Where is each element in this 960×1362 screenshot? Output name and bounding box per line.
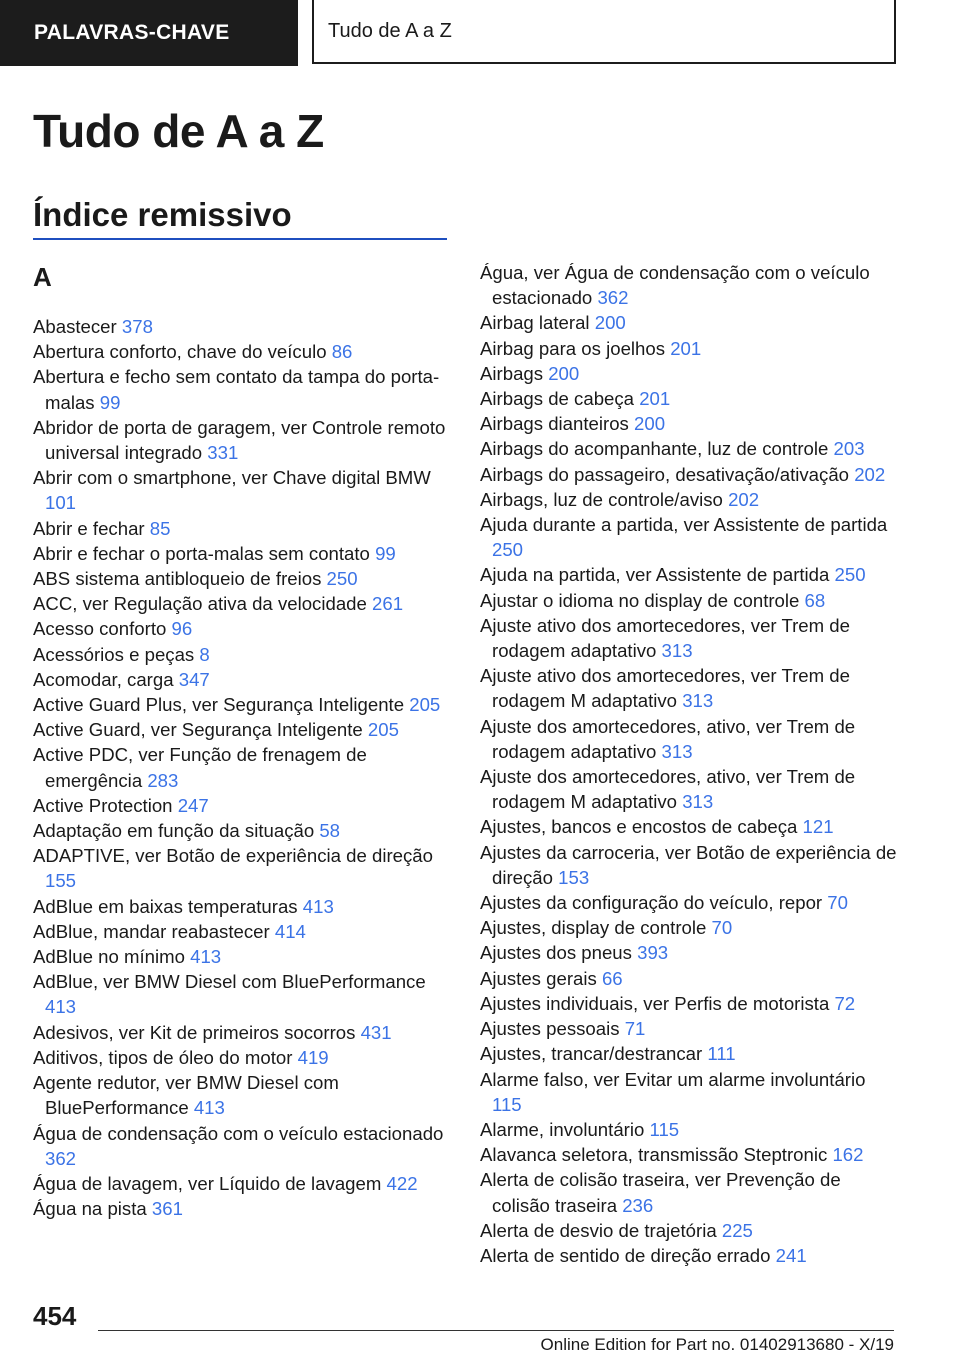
- entry-page-link[interactable]: 153: [558, 866, 590, 888]
- entry-term: Água de lavagem, ver Líquido de lavagem: [33, 1172, 382, 1194]
- index-entry: [480, 991, 900, 1016]
- topic-tab[interactable]: Tudo de A a Z: [312, 0, 896, 64]
- entry-page-link[interactable]: 250: [326, 568, 358, 590]
- entry-page-link[interactable]: 201: [639, 388, 671, 410]
- entry-term: Ajustes, display de controle: [480, 917, 707, 939]
- entry-term: Ajuste dos amortecedores, ativo, ver Trem de rodagem adaptativo: [480, 715, 856, 762]
- entry-page-link[interactable]: 413: [193, 1097, 225, 1119]
- entry-page-link[interactable]: 200: [548, 362, 580, 384]
- index-entry: [480, 714, 900, 764]
- index-entry: [480, 613, 900, 663]
- header-bar: [0, 0, 960, 66]
- index-entry: [480, 336, 900, 361]
- entry-term: Alarme, involuntário: [480, 1118, 645, 1140]
- entry-page-link[interactable]: 205: [409, 694, 441, 716]
- entry-page-link[interactable]: 362: [45, 1147, 77, 1169]
- index-entry: [33, 516, 449, 541]
- entry-page-link[interactable]: 66: [601, 967, 623, 989]
- entry-term: Airbag para os joelhos: [480, 337, 666, 359]
- entry-term: Aditivos, tipos de óleo do motor: [33, 1046, 293, 1068]
- entry-term: ABS sistema antibloqueio de freios: [33, 568, 322, 590]
- entry-term: Ajustes dos pneus: [480, 942, 632, 964]
- index-entry: [33, 1171, 449, 1196]
- entry-page-link[interactable]: 414: [274, 920, 306, 942]
- index-entry: [480, 814, 900, 839]
- entry-term: Ajuda na partida, ver Assistente de partida: [480, 564, 830, 586]
- index-entry: [480, 386, 900, 411]
- index-entry: [33, 591, 449, 616]
- index-entry: [480, 462, 900, 487]
- page-title: Tudo de A a Z: [33, 105, 324, 157]
- entry-page-link[interactable]: 202: [728, 488, 760, 510]
- index-entry: [480, 966, 900, 991]
- index-entry: [33, 843, 449, 893]
- entry-page-link[interactable]: 313: [682, 690, 714, 712]
- entry-term: Airbags dianteiros: [480, 413, 629, 435]
- entry-page-link[interactable]: 202: [854, 463, 886, 485]
- section-tab[interactable]: PALAVRAS-CHAVE: [0, 0, 298, 66]
- entry-page-link[interactable]: 261: [372, 593, 404, 615]
- index-entry: [480, 1142, 900, 1167]
- entry-page-link[interactable]: 431: [360, 1021, 392, 1043]
- index-entry: [33, 1020, 449, 1045]
- index-entry: [480, 562, 900, 587]
- entry-term: Alerta de colisão traseira, ver Prevenção de colisão traseira: [480, 1169, 841, 1216]
- entry-term: ACC, ver Regulação ativa da velocidade: [33, 593, 367, 615]
- entry-page-link[interactable]: 99: [375, 542, 396, 564]
- entry-page-link[interactable]: 111: [707, 1043, 736, 1065]
- entry-page-link[interactable]: 8: [199, 643, 210, 665]
- entry-page-link[interactable]: 203: [833, 438, 865, 460]
- index-entry: [33, 314, 449, 339]
- index-entry: [33, 364, 449, 414]
- index-entry: [480, 1218, 900, 1243]
- entry-page-link[interactable]: 70: [711, 917, 733, 939]
- entry-page-link[interactable]: 162: [832, 1144, 864, 1166]
- index-entry: [33, 1121, 449, 1171]
- index-entry: [33, 616, 449, 641]
- entry-page-link[interactable]: 393: [637, 942, 669, 964]
- entry-term: Abrir com o smartphone, ver Chave digital BMW: [33, 467, 431, 489]
- index-entry: [480, 940, 900, 965]
- section-divider: [33, 238, 447, 240]
- entry-page-link[interactable]: 99: [99, 391, 121, 413]
- entry-term: Agente redutor, ver BMW Diesel com BluePerformance: [33, 1072, 339, 1119]
- entry-term: Ajuste dos amortecedores, ativo, ver Trem de rodagem M adaptativo: [480, 766, 856, 813]
- entry-term: Água, ver Água de condensação com o veículo estacionado: [480, 262, 870, 309]
- index-entry: [33, 667, 449, 692]
- entry-page-link[interactable]: 121: [802, 816, 834, 838]
- entry-term: Active Guard, ver Segurança Inteligente: [33, 719, 363, 741]
- entry-term: Adesivos, ver Kit de primeiros socorros: [33, 1021, 356, 1043]
- entry-page-link[interactable]: 101: [45, 492, 77, 514]
- index-entry: [33, 1070, 449, 1120]
- index-entry: [33, 919, 449, 944]
- entry-term: Abertura conforto, chave do veículo: [33, 341, 327, 363]
- entry-page-link[interactable]: 250: [834, 564, 866, 586]
- footer-divider: [98, 1330, 894, 1331]
- entry-term: Acesso conforto: [33, 618, 167, 640]
- entry-page-link[interactable]: 205: [367, 719, 399, 741]
- entry-page-link[interactable]: 201: [670, 337, 702, 359]
- entry-term: Abrir e fechar: [33, 517, 145, 539]
- index-entry: [480, 411, 900, 436]
- entry-page-link[interactable]: 200: [634, 413, 666, 435]
- entry-term: Abertura e fecho sem contato da tampa do porta-malas: [33, 366, 440, 413]
- entry-term: Água na pista: [33, 1198, 147, 1220]
- index-entry: [33, 717, 449, 742]
- index-entry: [480, 890, 900, 915]
- index-entry: [480, 588, 900, 613]
- entry-page-link[interactable]: 362: [597, 287, 629, 309]
- entry-page-link[interactable]: 313: [661, 640, 693, 662]
- entry-term: Abrir e fechar o porta-malas sem contato: [33, 542, 370, 564]
- index-entry: [480, 1016, 900, 1041]
- entry-page-link[interactable]: 155: [45, 870, 77, 892]
- entry-page-link[interactable]: 331: [207, 442, 239, 464]
- entry-page-link[interactable]: 241: [775, 1244, 807, 1266]
- entry-term: Abridor de porta de garagem, ver Controle remoto universal integrado: [33, 416, 446, 464]
- entry-page-link[interactable]: 378: [121, 316, 153, 337]
- entry-term: AdBlue em baixas temperaturas: [33, 895, 298, 917]
- entry-page-link[interactable]: 313: [682, 791, 714, 813]
- index-entry: [33, 1045, 449, 1070]
- index-entry: [480, 764, 900, 814]
- entry-page-link[interactable]: 200: [594, 312, 626, 334]
- entry-page-link[interactable]: 413: [190, 946, 222, 968]
- entry-page-link[interactable]: 313: [661, 740, 693, 762]
- entry-page-link[interactable]: 413: [302, 895, 334, 917]
- index-entry: [33, 969, 449, 1019]
- index-entry: [33, 742, 449, 792]
- index-entry: [33, 1196, 449, 1221]
- entry-term: Ajustes, bancos e encostos de cabeça: [480, 816, 798, 838]
- entry-term: Airbag lateral: [480, 312, 590, 334]
- index-entry: [33, 642, 449, 667]
- index-entry: [33, 541, 449, 566]
- entry-term: Acessórios e peças: [33, 643, 195, 665]
- entry-page-link[interactable]: 70: [827, 892, 848, 914]
- entry-page-link[interactable]: 225: [721, 1219, 753, 1241]
- index-entry: [480, 840, 900, 890]
- entry-page-link[interactable]: 236: [622, 1194, 654, 1216]
- entry-term: Airbags, luz de controle/aviso: [480, 488, 723, 510]
- entry-term: Ajustar o idioma no display de controle: [480, 589, 800, 611]
- index-entry: [480, 663, 900, 713]
- entry-term: Active PDC, ver Função de frenagem de emergência: [33, 744, 367, 791]
- entry-term: Ajuste ativo dos amortecedores, ver Trem de rodagem M adaptativo: [480, 665, 850, 712]
- entry-page-link[interactable]: 422: [386, 1172, 418, 1194]
- index-entry: [33, 793, 449, 818]
- footer-edition: Online Edition for Part no. 01402913680 - X/19: [540, 1335, 894, 1354]
- entry-term: Active Guard Plus, ver Segurança Inteligente: [33, 694, 405, 716]
- page-number: 454: [33, 1301, 77, 1331]
- entry-term: Alerta de sentido de direção errado: [480, 1244, 771, 1266]
- entry-page-link[interactable]: 96: [171, 618, 193, 640]
- index-entry: [480, 260, 900, 310]
- entry-term: Airbags do acompanhante, luz de controle: [480, 438, 829, 460]
- index-entry: [480, 487, 900, 512]
- entry-term: Airbags: [480, 362, 544, 384]
- entry-page-link[interactable]: 413: [45, 996, 77, 1018]
- letter-heading: A: [33, 262, 52, 292]
- entry-term: Ajuda durante a partida, ver Assistente de partida: [480, 514, 888, 536]
- index-entry: [33, 818, 449, 843]
- entry-page-link[interactable]: 247: [177, 794, 209, 816]
- entry-term: Ajustes da configuração do veículo, repor: [480, 892, 823, 914]
- entry-term: AdBlue, ver BMW Diesel com BluePerformance: [33, 971, 426, 993]
- entry-term: Ajuste ativo dos amortecedores, ver Trem de rodagem adaptativo: [480, 614, 850, 662]
- index-column-left: [33, 314, 449, 1221]
- index-entry: [480, 1041, 900, 1066]
- index-entry: [480, 310, 900, 335]
- entry-term: ADAPTIVE, ver Botão de experiência de direção: [33, 845, 433, 867]
- entry-page-link[interactable]: 68: [804, 589, 826, 611]
- entry-page-link[interactable]: 58: [319, 820, 341, 842]
- entry-page-link[interactable]: 71: [624, 1018, 646, 1040]
- entry-term: Alavanca seletora, transmissão Steptronic: [480, 1144, 828, 1166]
- section-title: Índice remissivo: [33, 196, 292, 233]
- entry-term: Ajustes pessoais: [480, 1018, 620, 1040]
- index-entry: [33, 465, 449, 515]
- entry-term: Airbags do passageiro, desativação/ativação: [480, 463, 850, 485]
- index-entry: [33, 566, 449, 591]
- index-entry: [480, 1117, 900, 1142]
- entry-term: Airbags de cabeça: [480, 388, 635, 410]
- entry-term: Ajustes gerais: [480, 967, 597, 989]
- entry-term: AdBlue no mínimo: [33, 946, 185, 968]
- entry-term: Alerta de desvio de trajetória: [480, 1219, 717, 1241]
- entry-term: Água de condensação com o veículo estacionado: [33, 1122, 444, 1144]
- entry-term: Alarme falso, ver Evitar um alarme involuntário: [480, 1068, 866, 1090]
- entry-term: AdBlue, mandar reabastecer: [33, 920, 270, 942]
- entry-page-link[interactable]: 419: [297, 1046, 329, 1068]
- index-entry: [480, 436, 900, 461]
- index-entry: [480, 1067, 900, 1117]
- entry-term: Active Protection: [33, 794, 173, 816]
- entry-page-link[interactable]: 361: [151, 1198, 183, 1220]
- entry-page-link[interactable]: 250: [492, 539, 524, 561]
- index-entry: [480, 1243, 900, 1268]
- entry-page-link[interactable]: 115: [492, 1093, 522, 1115]
- index-entry: [33, 415, 449, 465]
- index-entry: [33, 339, 449, 364]
- entry-term: Abastecer: [33, 316, 117, 337]
- index-entry: [480, 1167, 900, 1217]
- entry-term: Adaptação em função da situação: [33, 820, 315, 842]
- index-entry: [480, 512, 900, 562]
- entry-page-link[interactable]: 85: [149, 517, 171, 539]
- entry-page-link[interactable]: 347: [178, 668, 210, 690]
- index-entry: [33, 692, 449, 717]
- index-entry: [480, 361, 900, 386]
- index-column-right: [480, 260, 900, 1268]
- index-entry: [33, 894, 449, 919]
- entry-page-link[interactable]: 72: [834, 992, 856, 1014]
- entry-page-link[interactable]: 115: [649, 1118, 680, 1140]
- entry-term: Ajustes da carroceria, ver Botão de experiência de direção: [480, 841, 897, 888]
- entry-term: Acomodar, carga: [33, 668, 174, 690]
- index-entry: [480, 915, 900, 940]
- entry-page-link[interactable]: 283: [147, 769, 179, 791]
- entry-term: Ajustes individuais, ver Perfis de motorista: [480, 992, 830, 1014]
- entry-term: Ajustes, trancar/destrancar: [480, 1043, 703, 1065]
- index-entry: [33, 944, 449, 969]
- entry-page-link[interactable]: 86: [331, 341, 353, 363]
